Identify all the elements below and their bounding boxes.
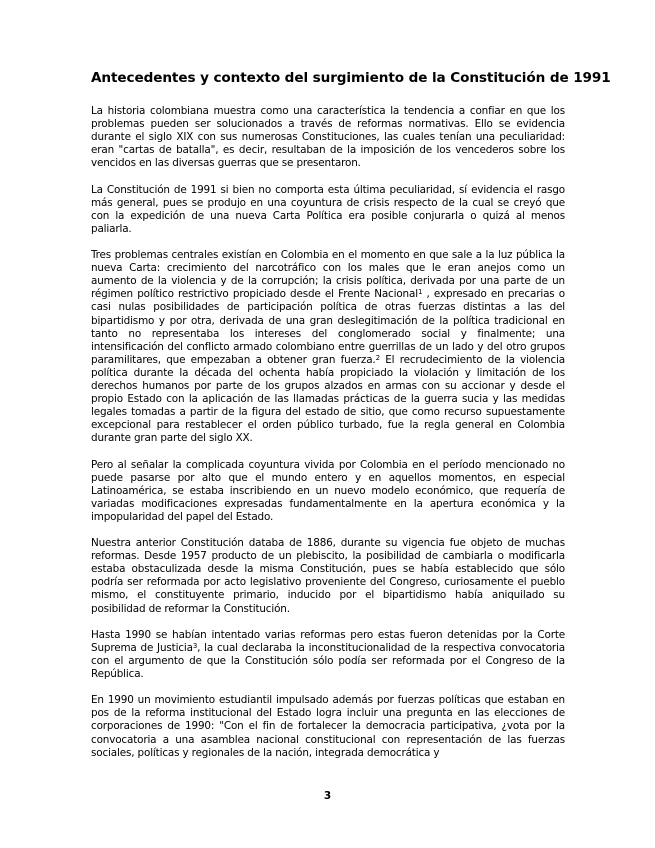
- paragraph-6-text-a: Hasta 1990 se habían intentado varias reformas pero estas fueron detenidas por la Corte Suprema de Justicia: [91, 628, 565, 654]
- paragraph-3-text-c: El recrudecimiento de la violencia política durante la década del ochenta había propiciado la violación y limitación de los derechos humanos por parte de los grupos alzados en armas con su accionar y desde el propio Estado con la aplicación de las llamadas prácticas de la guerra sucia y las medidas legales tomadas a partir de la figura del estado de sitio, que como recurso supuestamente excepcional para restablecer el orden público turbado, fue la regla general en Colombia durante gran parte del siglo XX.: [91, 353, 565, 445]
- paragraph-5: Nuestra anterior Constitución databa de 1886, durante su vigencia fue objeto de muchas reformas. Desde 1957 producto de un plebiscito, la posibilidad de cambiarla o modificarla estaba obstaculizada desde la misma Constitución, pues se había establecido que sólo podría ser reformada por acto legislativo proveniente del Congreso, curiosamente el pueblo mismo, el constituyente primario, inducido por el bipartidismo había aniquilado su posibilidad de reformar la Constitución.: [91, 537, 565, 615]
- paragraph-3-text-b: , expresado en precarias o casi nulas posibilidades de participación política de otras fuerzas distintas a las del bipartidismo y por otra, derivada de una gran deslegitimación de la política tradicional en tanto no representaba los intereses del conglomerado social y finalmente; una intensificación del conflicto armado colombiano entre guerrillas de un lado y del otro grupos paramilitares, que empezaban a obtener gran fuerza.: [91, 288, 565, 366]
- section-title: Antecedentes y contexto del surgimiento de la Constitución de 1991: [91, 70, 611, 86]
- paragraph-1: La historia colombiana muestra como una característica la tendencia a confiar en que los problemas pueden ser solucionados a través de reformas normativas. Ello se evidencia durante el siglo XIX con sus numerosas Constituciones, las cuales tenían una peculiaridad: eran "cartas de batalla", es decir, resultaban de la imposición de los vencederos sobre los vencidos en las diversas guerras que se presentaron.: [91, 105, 565, 170]
- paragraph-6: [91, 629, 565, 681]
- footnote-ref-1[interactable]: 1: [417, 288, 423, 297]
- body-text: [91, 105, 565, 773]
- footnote-ref-3[interactable]: 3: [192, 641, 198, 650]
- paragraph-3-text-a: Tres problemas centrales existían en Colombia en el momento en que sale a la luz pública la nueva Carta: crecimiento del narcotráfico con los males que le eran anejos como un aumento de la violencia y de la corrupción; la crisis política, derivada por una parte de un régimen político restrictivo propiciado desde el Frente Nacional: [91, 249, 565, 301]
- paragraph-3: [91, 249, 565, 445]
- paragraph-2: La Constitución de 1991 si bien no comporta esta última peculiaridad, sí evidencia el rasgo más general, pues se produjo en una coyuntura de crisis respecto de la cual se creyó que con la expedición de una nueva Carta Política era posible conjurarla o quizá al menos paliarla.: [91, 183, 565, 235]
- page-number: 3: [323, 790, 332, 802]
- footnote-ref-2[interactable]: 2: [375, 353, 380, 362]
- paragraph-7: En 1990 un movimiento estudiantil impulsado además por fuerzas políticas que estaban en pos de la reforma institucional del Estado logra incluir una pregunta en las elecciones de corporaciones de 1990: "Con el fin de fortalecer la democracia participativa, ¿vota por la convocatoria a una asamblea nacional constitucional con representación de las fuerzas sociales, políticas y regionales de la nación, integrada democrática y: [91, 694, 565, 759]
- paragraph-4: Pero al señalar la complicada coyuntura vivida por Colombia en el período mencionado no puede pasarse por alto que el mundo entero y en aquellos momentos, en especial Latinoamérica, se estaba inscribiendo en un nuevo modelo económico, que requería de variadas modificaciones expresadas fundamentalmente en la apertura económica y la impopularidad del papel del Estado.: [91, 458, 565, 523]
- paragraph-6-text-b: , la cual declaraba la inconstitucionalidad de la respectiva convocatoria con el argumento de que la Constitución sólo podía ser reformada por el Congreso de la República.: [91, 641, 566, 681]
